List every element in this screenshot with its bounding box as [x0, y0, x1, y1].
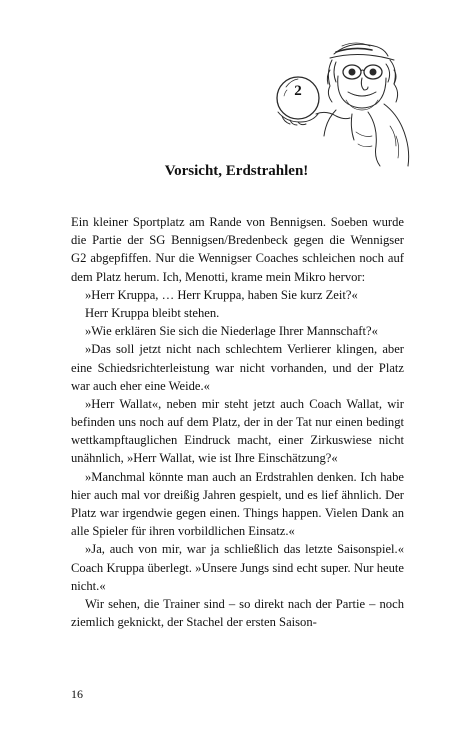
paragraph: »Ja, auch von mir, war ja schließlich das letzte Saisonspiel.« Coach Kruppa überlegt. »Unsere Jungs sind echt super. Nur heute nicht.«	[71, 542, 404, 593]
chapter-number: 2	[294, 83, 302, 99]
body-text	[71, 213, 404, 631]
paragraph: »Herr Wallat«, neben mir steht jetzt auch Coach Wallat, wir befinden uns noch auf dem Platz, der in der Tat nur einen bedingt wettkampftauglichen Eindruck macht, einer Zirkuswiese nicht unähnlich, »Herr Wallat, wie ist Ihre Einschätzung?«	[71, 396, 404, 466]
paragraph: »Das soll jetzt nicht nach schlechtem Verlierer klingen, aber eine Schiedsrichterleistung war nicht vorhanden, und der Platz war auch eher eine Weide.«	[71, 342, 404, 393]
paragraph: »Herr Kruppa, … Herr Kruppa, haben Sie kurz Zeit?«	[85, 287, 358, 302]
paragraph: Wir sehen, die Trainer sind – so direkt nach der Partie – noch ziemlich geknickt, der Stachel der ersten Saison-	[71, 596, 404, 630]
paragraph: »Manchmal könnte man auch an Erdstrahlen denken. Ich habe hier auch mal vor dreißig Jahren gespielt, und es lief ähnlich. Der Platz war irgendwie gegen einen. Things happen. Vielen Dank an alle Spieler für ihren vorbildlichen Einsatz.«	[71, 469, 404, 539]
paragraph: Ein kleiner Sportplatz am Rande von Bennigsen. Soeben wurde die Partie der SG Bennigsen/Bredenbeck gegen die Wennigser G2 abgepfiffen. Nur die Wennigser Coaches schleichen noch auf dem Platz herum. Ich, Menotti, krame mein Mikro hervor:	[71, 215, 404, 284]
chapter-title: Vorsicht, Erdstrahlen!	[164, 163, 309, 179]
paragraph: Herr Kruppa bleibt stehen.	[85, 305, 220, 320]
paragraph: »Wie erklären Sie sich die Niederlage Ihrer Mannschaft?«	[85, 324, 378, 339]
fortune-teller-illustration	[272, 40, 422, 168]
page-number: 16	[71, 687, 83, 701]
